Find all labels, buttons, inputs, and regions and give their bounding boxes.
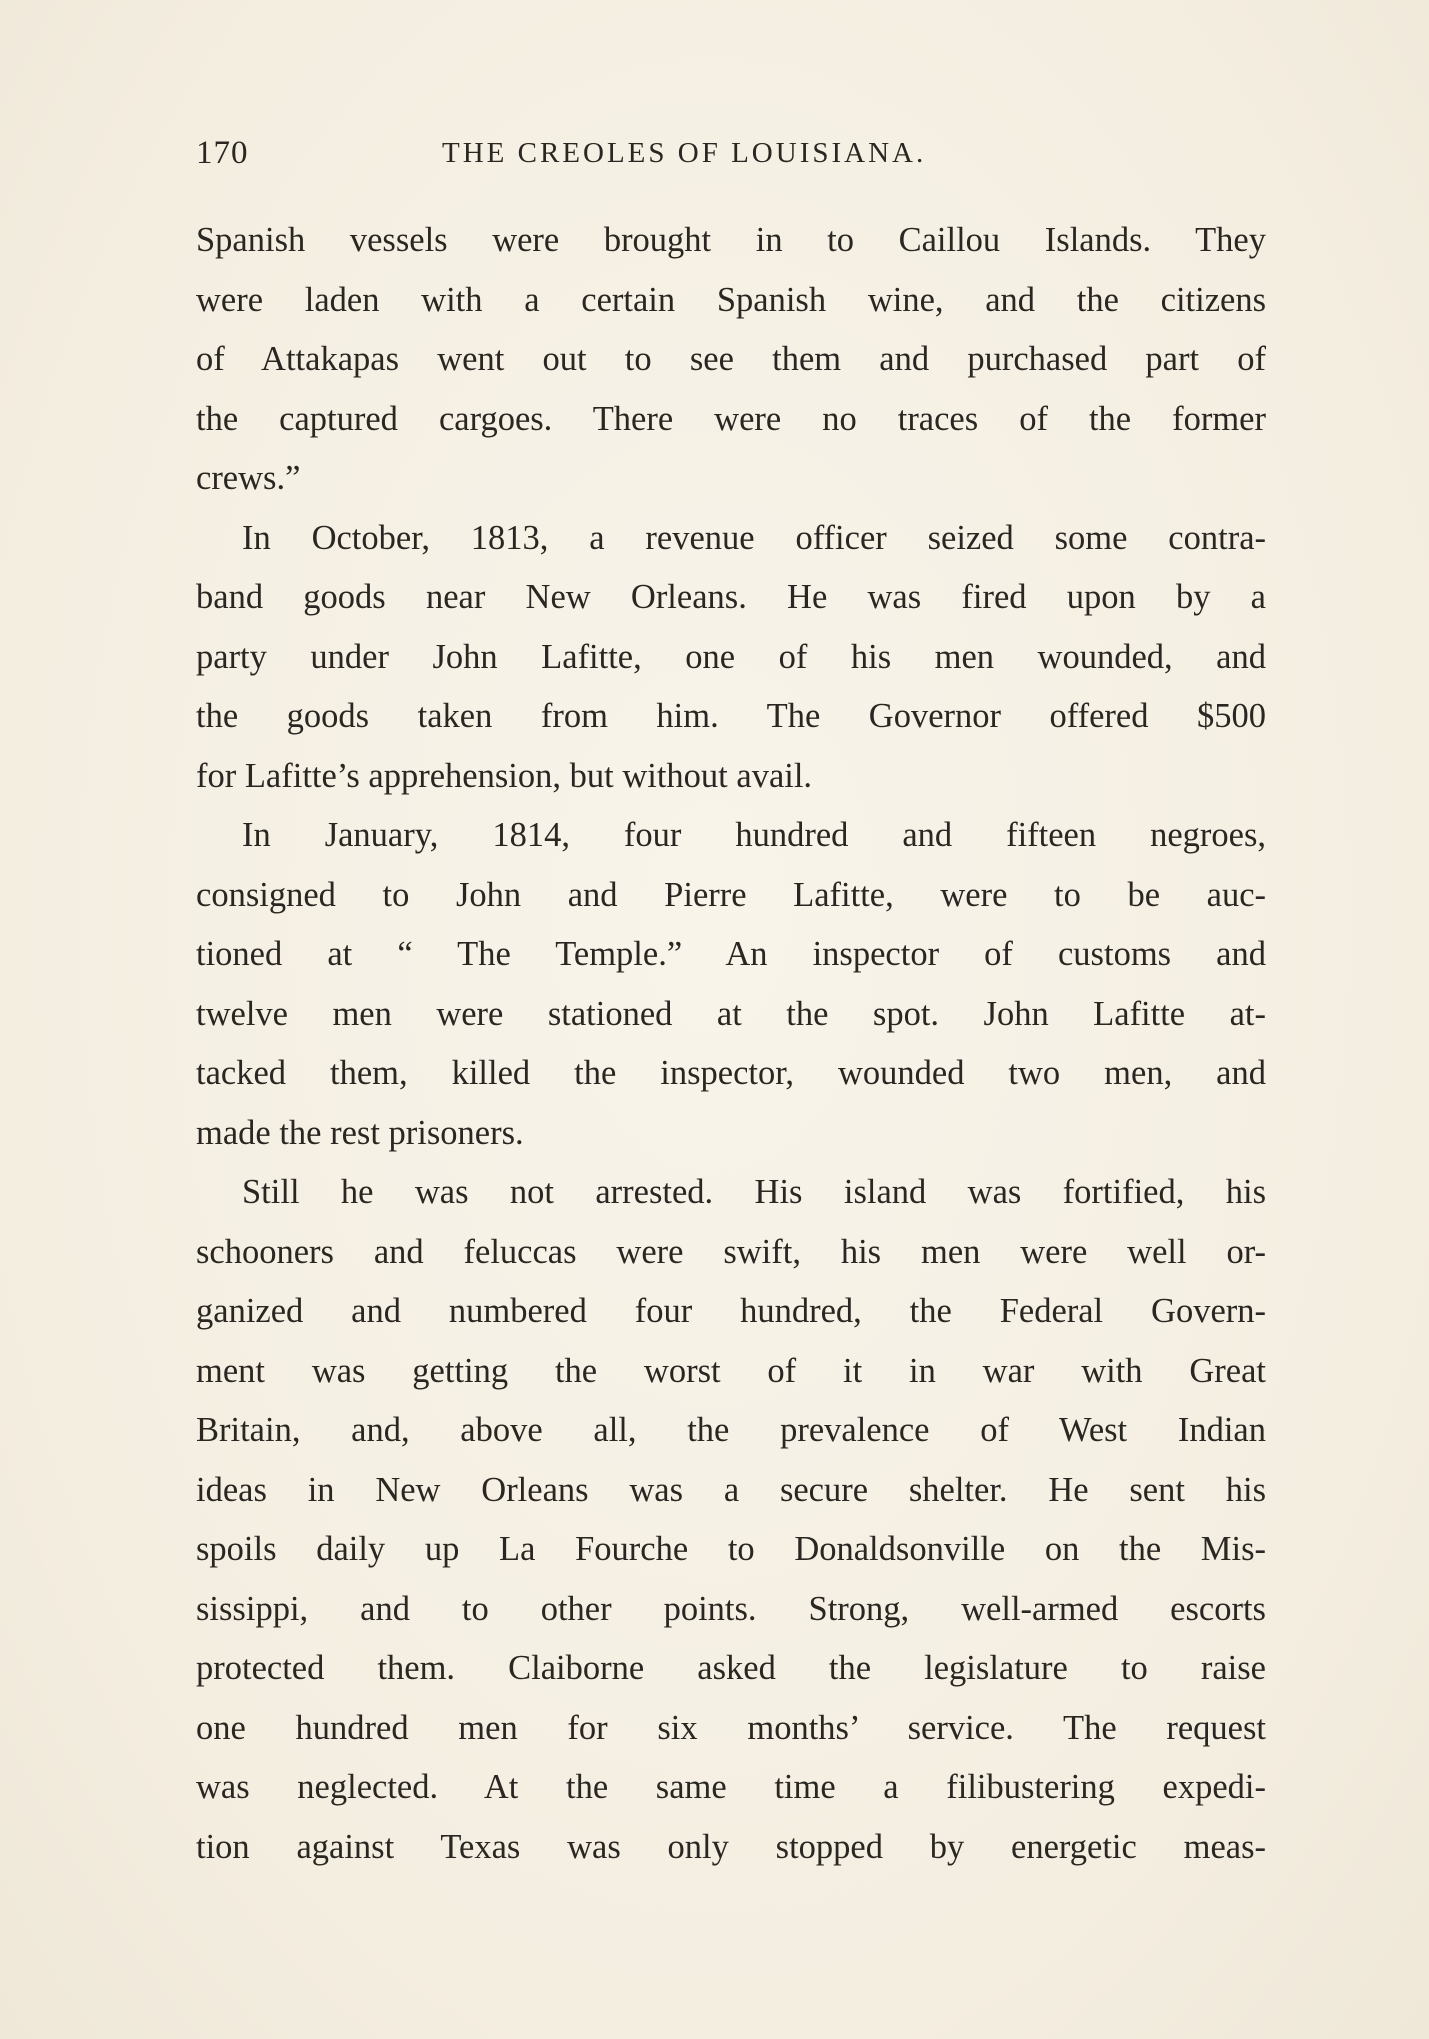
text-line: ganized and numbered four hundred, the Federal Govern- — [196, 1292, 1266, 1330]
text-line: were laden with a certain Spanish wine, and the citizens — [196, 280, 1266, 319]
text-line: party under John Lafitte, one of his men wounded, and — [196, 637, 1266, 676]
text-line: Still he was not arrested. His island was fortified, his — [242, 1173, 1266, 1211]
text-line: one hundred men for six months’ service. The request — [196, 1708, 1266, 1747]
text-line: ment was getting the worst of it in war with Great — [196, 1351, 1266, 1390]
running-title: THE CREOLES OF LOUISIANA. — [442, 137, 927, 169]
text-line: schooners and feluccas were swift, his men were well or- — [196, 1232, 1266, 1271]
text-line: tacked them, killed the inspector, wounded two men, and — [196, 1054, 1266, 1092]
text-line: ideas in New Orleans was a secure shelter. He sent his — [196, 1470, 1266, 1509]
text-line: Britain, and, above all, the prevalence of West Indian — [196, 1411, 1266, 1449]
text-line: In October, 1813, a revenue officer seized some contra- — [242, 518, 1266, 557]
text-line: made the rest prisoners. — [196, 1113, 524, 1152]
text-line: the captured cargoes. There were no traces of the former — [196, 399, 1266, 438]
text-line: was neglected. At the same time a filibustering expedi- — [196, 1768, 1266, 1806]
text-line: band goods near New Orleans. He was fired upon by a — [196, 578, 1266, 616]
text-line: of Attakapas went out to see them and purchased part of — [196, 340, 1266, 378]
page-number: 170 — [196, 135, 249, 171]
body-text — [196, 211, 1266, 1877]
text-line: consigned to John and Pierre Lafitte, were to be auc- — [196, 875, 1266, 914]
text-line: twelve men were stationed at the spot. John Lafitte at- — [196, 994, 1266, 1033]
text-line: In January, 1814, four hundred and fifteen negroes, — [242, 816, 1266, 854]
text-line: spoils daily up La Fourche to Donaldsonville on the Mis- — [196, 1530, 1266, 1568]
text-line: Spanish vessels were brought in to Caillou Islands. They — [196, 221, 1266, 259]
text-line: for Lafitte’s apprehension, but without avail. — [196, 756, 813, 795]
text-line: tioned at “ The Temple.” An inspector of customs and — [196, 935, 1266, 973]
text-line: tion against Texas was only stopped by energetic meas- — [196, 1827, 1266, 1866]
text-line: crews.” — [196, 459, 301, 497]
text-line: sissippi, and to other points. Strong, well-armed escorts — [196, 1589, 1266, 1628]
text-line: the goods taken from him. The Governor offered $500 — [196, 697, 1266, 735]
text-line: protected them. Claiborne asked the legislature to raise — [196, 1649, 1266, 1687]
running-head — [196, 135, 1266, 185]
